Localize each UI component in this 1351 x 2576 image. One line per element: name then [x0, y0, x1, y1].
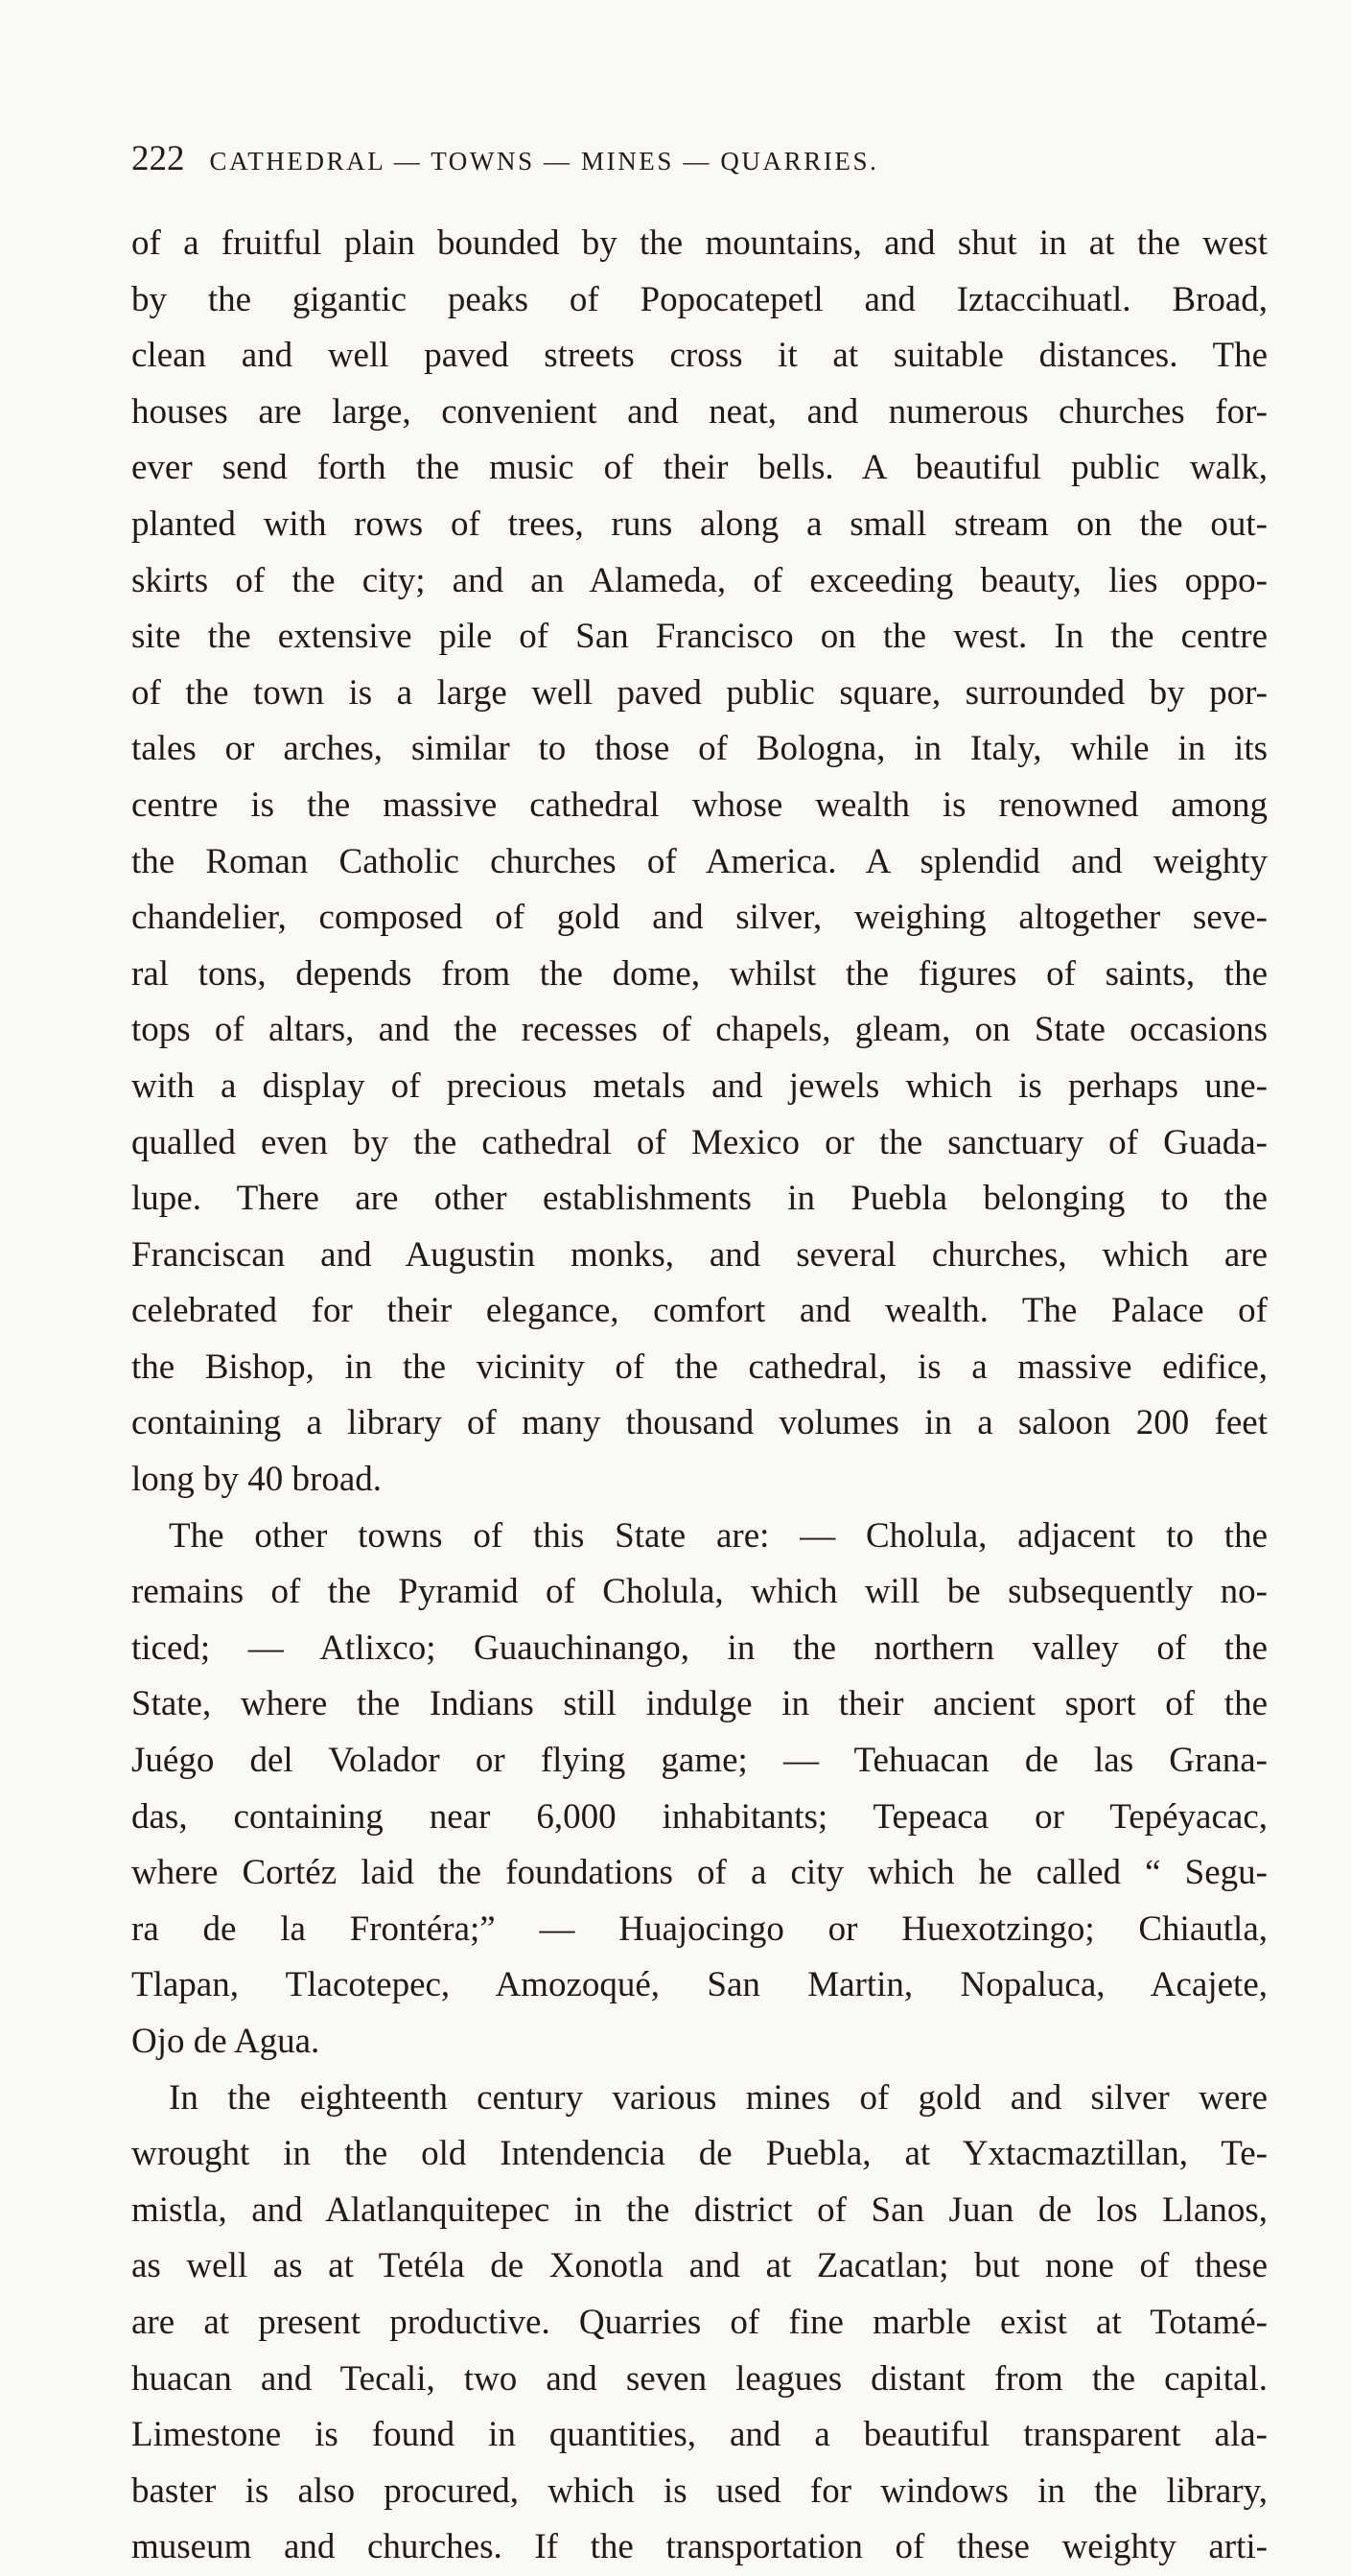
text-line: Franciscan and Augustin monks, and several churches, which are [131, 1234, 1268, 1275]
text-line: with a display of precious metals and jewels which is perhaps une- [131, 1066, 1268, 1106]
text-line: tops of altars, and the recesses of chapels, gleam, on State occasions [131, 1010, 1268, 1050]
text-line: clean and well paved streets cross it at suitable distances. The [131, 336, 1268, 376]
text-line: houses are large, convenient and neat, and numerous churches for- [131, 391, 1268, 432]
text-line: In the eighteenth century various mines of gold and silver were [169, 2077, 1268, 2118]
text-line: das, containing near 6,000 inhabitants; Tepeaca or Tepéyacac, [131, 1796, 1268, 1837]
text-line: are at present productive. Quarries of fine marble exist at Totamé- [131, 2302, 1268, 2342]
text-line: ra de la Frontéra;” — Huajocingo or Huexotzingo; Chiautla, [131, 1909, 1268, 1949]
running-title: CATHEDRAL — TOWNS — MINES — QUARRIES. [209, 147, 879, 176]
text-line: huacan and Tecali, two and seven leagues distant from the capital. [131, 2358, 1268, 2399]
text-line: where Cortéz laid the foundations of a city which he called “ Segu- [131, 1853, 1268, 1893]
text-line: ticed; — Atlixco; Guauchinango, in the northern valley of the [131, 1628, 1268, 1668]
text-line: of the town is a large well paved public square, surrounded by por- [131, 672, 1268, 713]
text-line: lupe. There are other establishments in Puebla belonging to the [131, 1179, 1268, 1219]
text-line: ever send forth the music of their bells. A beautiful public walk, [131, 448, 1268, 488]
text-line: ral tons, depends from the dome, whilst the figures of saints, the [131, 953, 1268, 994]
text-line: mistla, and Alatlanquitepec in the district of San Juan de los Llanos, [131, 2190, 1268, 2230]
text-line: Ojo de Agua. [131, 2022, 320, 2061]
body-text [131, 216, 1268, 2576]
text-line: The other towns of this State are: — Cholula, adjacent to the [169, 1515, 1268, 1556]
text-line: baster is also procured, which is used for windows in the library, [131, 2471, 1268, 2511]
running-head [131, 140, 1071, 180]
text-line: the Bishop, in the vicinity of the cathedral, is a massive edifice, [131, 1347, 1268, 1387]
text-line: chandelier, composed of gold and silver, weighing altogether seve- [131, 898, 1268, 938]
text-line: site the extensive pile of San Francisco on the west. In the centre [131, 617, 1268, 657]
text-line: Tlapan, Tlacotepec, Amozoqué, San Martin, Nopaluca, Acajete, [131, 1965, 1268, 2005]
text-line: wrought in the old Intendencia de Puebla, at Yxtacmaztillan, Te- [131, 2134, 1268, 2174]
text-line: State, where the Indians still indulge in their ancient sport of the [131, 1684, 1268, 1724]
text-line: remains of the Pyramid of Cholula, which will be subsequently no- [131, 1572, 1268, 1612]
text-line: by the gigantic peaks of Popocatepetl and Iztaccihuatl. Broad, [131, 279, 1268, 319]
text-line: tales or arches, similar to those of Bologna, in Italy, while in its [131, 729, 1268, 769]
text-line: as well as at Tetéla de Xonotla and at Zacatlan; but none of these [131, 2246, 1268, 2286]
text-line: planted with rows of trees, runs along a small stream on the out- [131, 503, 1268, 544]
text-line: the Roman Catholic churches of America. A splendid and weighty [131, 841, 1268, 881]
text-line: skirts of the city; and an Alameda, of exceeding beauty, lies oppo- [131, 560, 1268, 600]
text-line: of a fruitful plain bounded by the mountains, and shut in at the west [131, 223, 1268, 263]
text-line: qualled even by the cathedral of Mexico or the sanctuary of Guada- [131, 1122, 1268, 1162]
text-line: Juégo del Volador or flying game; — Tehuacan de las Grana- [131, 1741, 1268, 1781]
text-line: long by 40 broad. [131, 1460, 383, 1500]
text-line: centre is the massive cathedral whose wealth is renowned among [131, 785, 1268, 825]
text-line: museum and churches. If the transportation of these weighty arti- [131, 2527, 1268, 2567]
text-line: containing a library of many thousand volumes in a saloon 200 feet [131, 1403, 1268, 1443]
text-line: celebrated for their elegance, comfort and wealth. The Palace of [131, 1291, 1268, 1331]
page-number: 222 [131, 139, 185, 178]
text-line: Limestone is found in quantities, and a beautiful transparent ala- [131, 2415, 1268, 2455]
